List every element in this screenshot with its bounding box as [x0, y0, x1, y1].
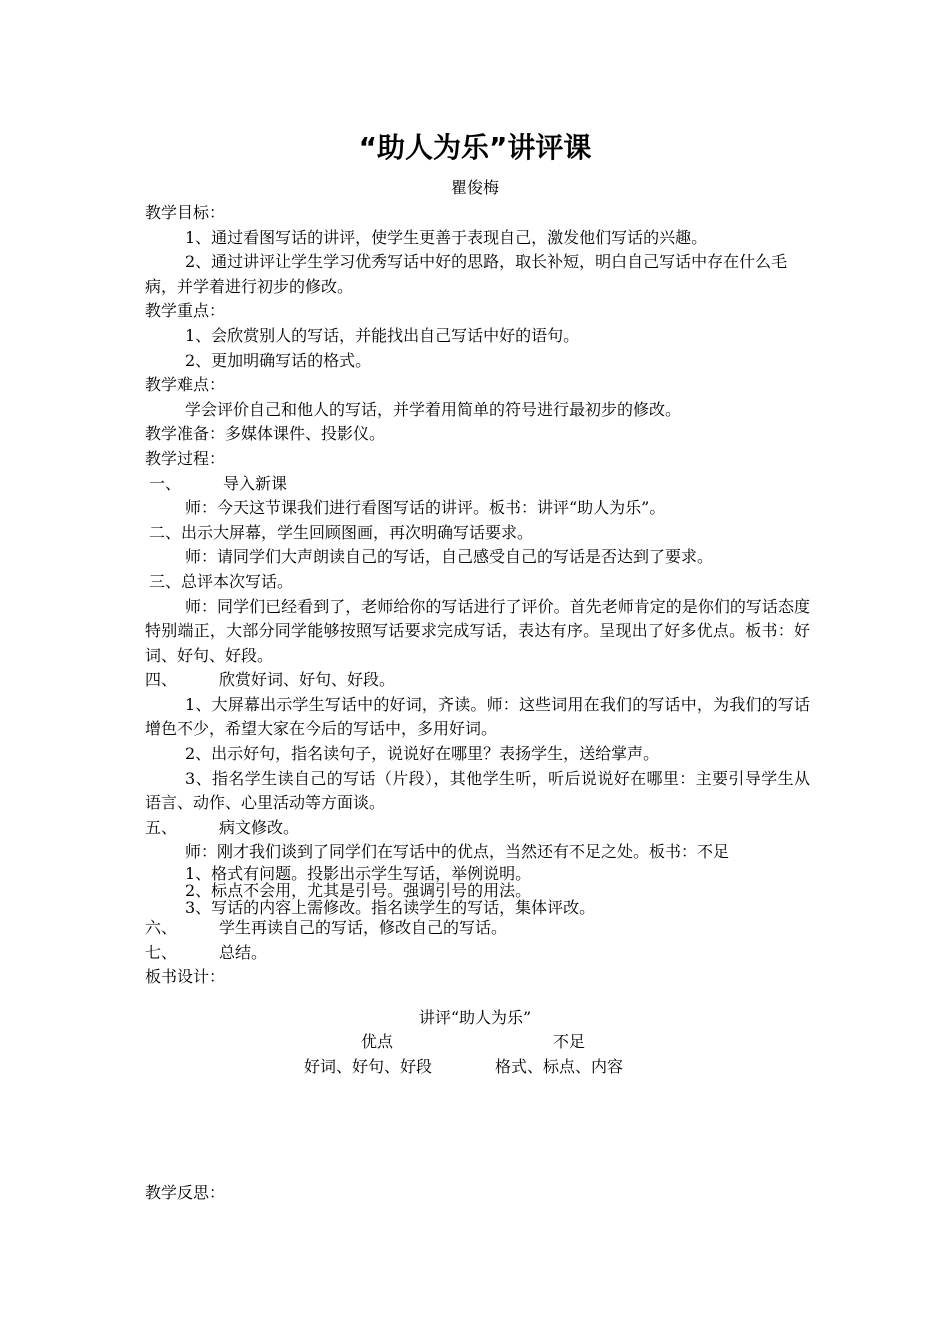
difficulty-item: 学会评价自己和他人的写话，并学着用简单的符号进行最初步的修改。	[185, 399, 682, 419]
section-title: 病文修改。	[219, 817, 300, 837]
section-title: 总结。	[219, 942, 268, 962]
paragraph: 师：请同学们大声朗读自己的写话，自己感受自己的写话是否达到了要求。	[185, 547, 714, 567]
difficulty-heading: 教学难点：	[145, 375, 226, 395]
focus-item: 1、会欣赏别人的写话，并能找出自己写话中好的语句。	[185, 325, 580, 345]
document-body	[145, 201, 810, 990]
paragraph: 师：同学们已经看到了，老师给你的写话进行了评价。首先老师肯定的是你们的写话态度特别端正，大部分同学能够按照写话要求完成写话，表达有序。呈现出了好多优点。板书：好词、好句、好段。	[145, 596, 810, 665]
board-right-items: 格式、标点、内容	[495, 1057, 624, 1076]
prep-line: 教学准备：多媒体课件、投影仪。	[145, 424, 386, 444]
board-heading: 板书设计：	[145, 967, 226, 987]
paragraph: 2、出示好句，指名读句子，说说好在哪里？表扬学生，送给掌声。	[185, 744, 660, 764]
paragraph: 师：刚才我们谈到了同学们在写话中的优点，当然还有不足之处。板书：不足	[185, 842, 730, 862]
list-item: 2、标点不会用，尤其是引号。强调引号的用法。	[185, 881, 532, 901]
section-number: 五、	[145, 817, 178, 837]
goal-item: 1、通过看图写话的讲评，使学生更善于表现自己，激发他们写话的兴趣。	[185, 227, 708, 247]
board-right-head: 不足	[553, 1032, 586, 1051]
document-title: “助人为乐”讲评课	[358, 131, 592, 164]
list-item: 1、格式有问题。投影出示学生写话，举例说明。	[185, 864, 532, 884]
paragraph: 1、大屏幕出示学生写话中的好词，齐读。师：这些词用在我们的写话中，为我们的写话增色不少，希望大家在今后的写话中，多用好词。	[145, 694, 810, 739]
process-heading: 教学过程：	[145, 448, 226, 468]
section-number: 七、	[145, 942, 178, 962]
document-author: 瞿俊梅	[450, 178, 499, 197]
list-item: 3、写话的内容上需修改。指名读学生的写话，集体评改。	[185, 898, 596, 918]
board-left-head: 优点	[361, 1032, 394, 1051]
section-heading	[145, 916, 810, 941]
section-number: 六、	[145, 918, 178, 938]
goal-item: 2、通过讲评让学生学习优秀写话中好的思路，取长补短，明白自己写话中存在什么毛病，并学着进行初步的修改。	[145, 252, 788, 296]
section-heading	[145, 816, 810, 841]
section-number: 一、	[149, 473, 182, 493]
board-title: 讲评“助人为乐”	[418, 1008, 532, 1027]
section-heading	[145, 941, 810, 966]
board-left-items: 好词、好句、好段	[304, 1057, 433, 1076]
focus-heading: 教学重点：	[145, 301, 226, 321]
section-heading: 三、总评本次写话。	[149, 571, 294, 591]
section-heading: 二、出示大屏幕，学生回顾图画，再次明确写话要求。	[149, 522, 534, 542]
section-title: 学生再读自己的写话，修改自己的写话。	[219, 918, 508, 938]
paragraph: 3、指名学生读自己的写话（片段），其他学生听，听后说说好在哪里：主要引导学生从语言、动作、心里活动等方面谈。	[145, 768, 810, 813]
section-title: 导入新课	[223, 473, 288, 493]
section-heading	[145, 668, 810, 693]
focus-item: 2、更加明确写话的格式。	[185, 350, 372, 370]
section-heading	[145, 472, 810, 497]
section-title: 欣赏好词、好句、好段。	[219, 670, 396, 690]
goals-heading: 教学目标：	[145, 203, 226, 222]
reflection-heading: 教学反思：	[145, 1183, 226, 1202]
section-number: 四、	[145, 670, 178, 690]
paragraph: 师：今天这节课我们进行看图写话的讲评。板书：讲评“助人为乐”。	[185, 498, 666, 518]
